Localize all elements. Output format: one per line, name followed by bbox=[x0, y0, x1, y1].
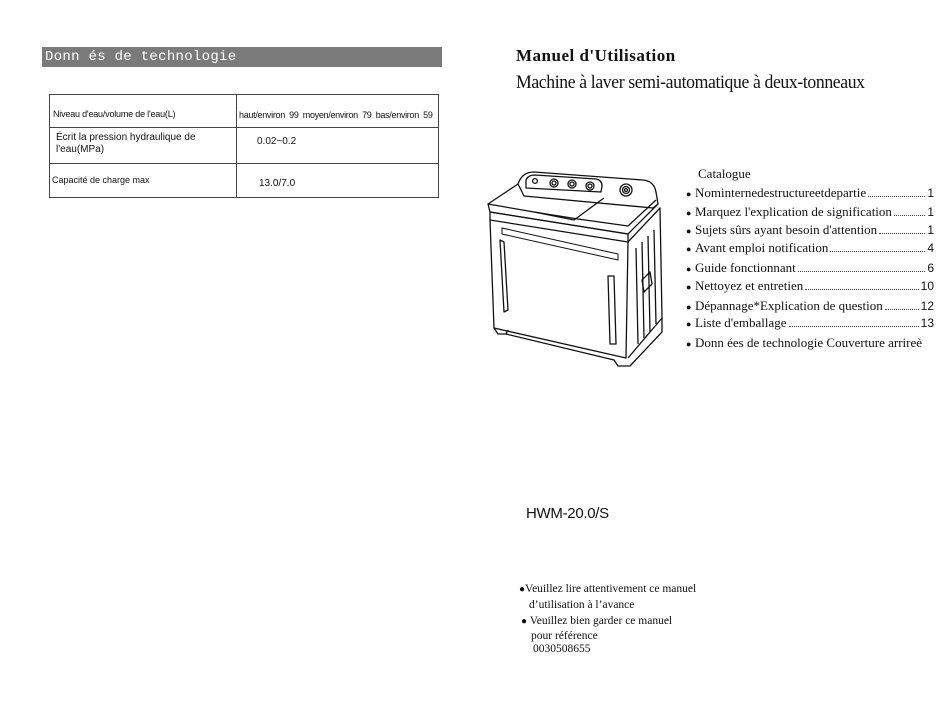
note-line bbox=[521, 614, 672, 630]
table-cell-label bbox=[50, 164, 237, 198]
leader-dots bbox=[798, 271, 926, 272]
table-row bbox=[50, 95, 438, 128]
bullet-icon: ● bbox=[519, 584, 526, 595]
table-row bbox=[50, 164, 438, 198]
toc-item-text: Dépannage*Explication de question bbox=[695, 298, 883, 313]
bullet-icon: ● bbox=[686, 319, 692, 329]
toc-item-text: Guide fonctionnant bbox=[695, 260, 796, 275]
note-line bbox=[519, 582, 696, 598]
document-code: 0030508655 bbox=[533, 643, 591, 655]
pressure-label: Écrit la pression hydraulique de l'eau(MPa) bbox=[56, 132, 196, 155]
bullet-icon: ● bbox=[686, 282, 692, 292]
toc-item[interactable] bbox=[686, 239, 934, 257]
pressure-value: 0.02~0.2 bbox=[257, 136, 297, 147]
catalogue-heading: Catalogue bbox=[698, 166, 751, 181]
bullet-icon: ● bbox=[521, 616, 528, 627]
toc-item-text: Nettoyez et entretien bbox=[695, 278, 804, 293]
washing-machine-illustration bbox=[478, 162, 678, 367]
bullet-icon: ● bbox=[686, 264, 692, 274]
table-cell-value bbox=[237, 164, 438, 198]
leader-dots bbox=[885, 309, 919, 310]
leader-dots bbox=[789, 326, 919, 327]
toc-item[interactable] bbox=[686, 221, 934, 239]
table-cell-label bbox=[50, 128, 237, 163]
water-level-value: haut/environ 99 moyen/environ 79 bas/environ 59 bbox=[239, 110, 433, 120]
toc-item[interactable] bbox=[686, 203, 934, 221]
note-text: Veuillez bien garder ce manuel bbox=[529, 615, 673, 627]
toc-item-text: Avant emploi notification bbox=[695, 240, 829, 255]
toc-item-text: Sujets sûrs ayant besoin d'attention bbox=[695, 222, 878, 237]
toc-item-page: 1 bbox=[927, 205, 934, 219]
toc-item-page: 1 bbox=[927, 186, 934, 200]
bullet-icon: ● bbox=[686, 339, 692, 349]
toc-item-page: 6 bbox=[927, 261, 934, 275]
leader-dots bbox=[868, 196, 925, 197]
toc-item-page: 10 bbox=[920, 279, 934, 293]
leader-dots bbox=[830, 251, 925, 252]
toc-item-text: Donn ées de technologie Couverture arrireè bbox=[695, 335, 923, 350]
table-row bbox=[50, 128, 438, 164]
capacity-label: Capacité de charge max bbox=[52, 175, 150, 185]
manual-subtitle: Machine à laver semi-automatique à deux-tonneaux bbox=[516, 72, 865, 93]
bullet-icon: ● bbox=[686, 302, 692, 312]
table-cell-value bbox=[237, 95, 438, 127]
note-line: pour référence bbox=[531, 630, 598, 642]
toc-item-text: Nominternedestructureetdepartie bbox=[695, 185, 867, 200]
note-line: d’utilisation à l’avance bbox=[529, 599, 635, 611]
toc-item[interactable] bbox=[686, 259, 934, 277]
bullet-icon: ● bbox=[686, 244, 692, 254]
model-number: HWM-20.0/S bbox=[526, 505, 609, 522]
toc-item-page: 1 bbox=[927, 223, 934, 237]
toc-item[interactable] bbox=[686, 297, 934, 315]
manual-title: Manuel d'Utilisation bbox=[516, 46, 676, 65]
toc-item[interactable] bbox=[686, 184, 934, 202]
toc-item[interactable] bbox=[686, 334, 946, 352]
toc-item-page: 12 bbox=[920, 299, 934, 313]
toc-item-page: 13 bbox=[920, 316, 934, 330]
leader-dots bbox=[894, 215, 925, 216]
table-cell-value bbox=[237, 128, 438, 163]
leader-dots bbox=[879, 233, 925, 234]
bullet-icon: ● bbox=[686, 189, 692, 199]
capacity-value: 13.0/7.0 bbox=[259, 178, 296, 189]
table-cell-label bbox=[50, 95, 237, 127]
water-level-label: Niveau d'eau/volume de l'eau(L) bbox=[53, 109, 176, 119]
toc-item-text: Marquez l'explication de signification bbox=[695, 204, 892, 219]
bullet-icon: ● bbox=[686, 226, 692, 236]
bullet-icon: ● bbox=[686, 208, 692, 218]
leader-dots bbox=[805, 289, 918, 290]
toc-item[interactable] bbox=[686, 314, 934, 332]
section-header-tech-data: Donn és de technologie bbox=[42, 47, 442, 67]
note-text: Veuillez lire attentivement ce manuel bbox=[525, 583, 697, 595]
toc-item-page: 4 bbox=[927, 241, 934, 255]
spec-table bbox=[49, 94, 439, 198]
toc-item[interactable] bbox=[686, 277, 934, 295]
toc-item-text: Liste d'emballage bbox=[695, 315, 787, 330]
